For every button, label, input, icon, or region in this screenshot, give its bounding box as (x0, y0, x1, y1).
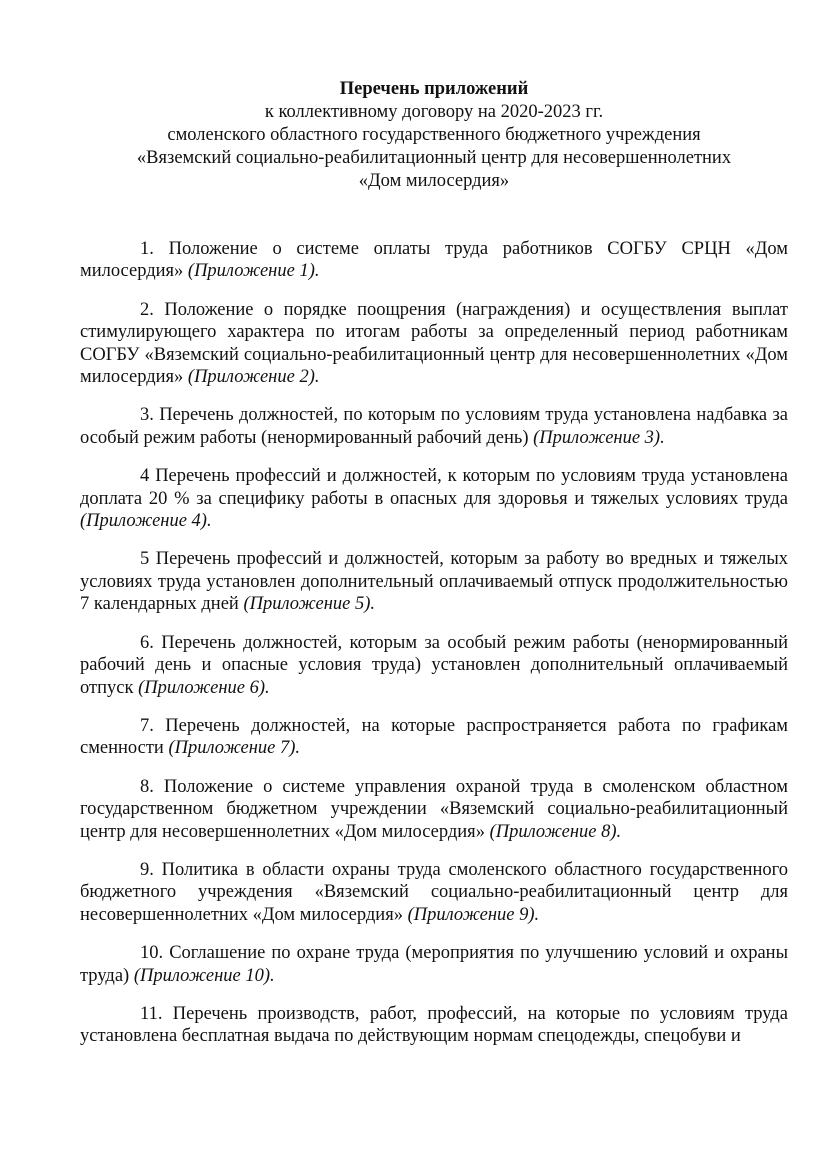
item-text: 7. Перечень должностей, на которые распространяется работа по графикам сменности (80, 715, 788, 759)
list-item (80, 1003, 788, 1048)
header-line: «Дом милосердия» (358, 171, 510, 191)
item-text: 6. Перечень должностей, которым за особый режим работы (ненормированный рабочий день и опасные условия труда) установлен дополнительный оплачиваемый отпуск (80, 632, 788, 698)
header-line: к коллективному договору на 2020-2023 гг. (264, 102, 604, 122)
appendix-reference: (Приложение 1). (187, 261, 320, 282)
list-item (80, 404, 788, 449)
appendix-reference: (Приложение 2). (187, 367, 320, 388)
appendix-reference: (Приложение 7). (168, 738, 301, 759)
item-text: 1. Положение о системе оплаты труда работников СОГБУ СРЦН «Дом милосердия» (80, 239, 788, 282)
list-item (80, 238, 788, 283)
appendix-reference: (Приложение 6). (138, 677, 270, 698)
item-text: 3. Перечень должностей, по которым по условиям труда установлена надбавка за особый режим работы (ненормированный рабочий день) (80, 405, 788, 448)
list-item (80, 715, 788, 760)
list-item (80, 548, 788, 615)
appendix-reference: (Приложение 5). (243, 594, 376, 615)
header-line: «Вяземский социально-реабилитационный центр для несовершеннолетних (136, 148, 732, 168)
document-title: Перечень приложений (339, 79, 529, 99)
list-item (80, 942, 788, 987)
appendix-reference: (Приложение 4). (80, 511, 212, 532)
item-text: 10. Соглашение по охране труда (мероприятия по улучшению условий и охраны труда) (80, 943, 788, 986)
appendix-reference: (Приложение 3). (533, 427, 665, 448)
list-item (80, 632, 788, 699)
document-page (80, 78, 788, 1064)
item-text: 11. Перечень производств, работ, профессий, на которые по условиям труда установлена бесплатная выдача по действующим нормам спецодежды, спецобуви и (80, 1003, 788, 1047)
list-item (80, 776, 788, 843)
appendix-reference: (Приложение 9). (407, 904, 540, 925)
appendix-list (80, 238, 788, 1048)
list-item (80, 465, 788, 532)
document-header (80, 78, 788, 193)
list-item (80, 299, 788, 389)
list-item (80, 859, 788, 926)
appendix-reference: (Приложение 10). (133, 965, 275, 986)
header-line: смоленского областного государственного бюджетного учреждения (167, 125, 701, 145)
item-text: 9. Политика в области охраны труда смоленского областного государственного бюджетного учреждения «Вяземский социально-реабилитационный центр для несовершеннолетних «Дом милосердия» (80, 859, 788, 925)
item-text: 2. Положение о порядке поощрения (награждения) и осуществления выплат стимулирующего характера по итогам работы за определенный период работникам СОГБУ «Вяземский социально-реабилитационный центр для несовершеннолетних «Дом милосердия» (80, 299, 788, 388)
item-text: 8. Положение о системе управления охраной труда в смоленском областном государственном бюджетном учреждении «Вяземский социально-реабилитационный центр для несовершеннолетних «Дом милосердия» (80, 776, 788, 842)
item-text: 5 Перечень профессий и должностей, которым за работу во вредных и тяжелых условиях труда установлен дополнительный оплачиваемый отпуск продолжительностью 7 календарных дней (80, 549, 788, 615)
appendix-reference: (Приложение 8). (489, 821, 622, 842)
item-text: 4 Перечень профессий и должностей, к которым по условиям труда установлена доплата 20 % за специфику работы в опасных для здоровья и тяжелых условиях труда (80, 466, 788, 509)
